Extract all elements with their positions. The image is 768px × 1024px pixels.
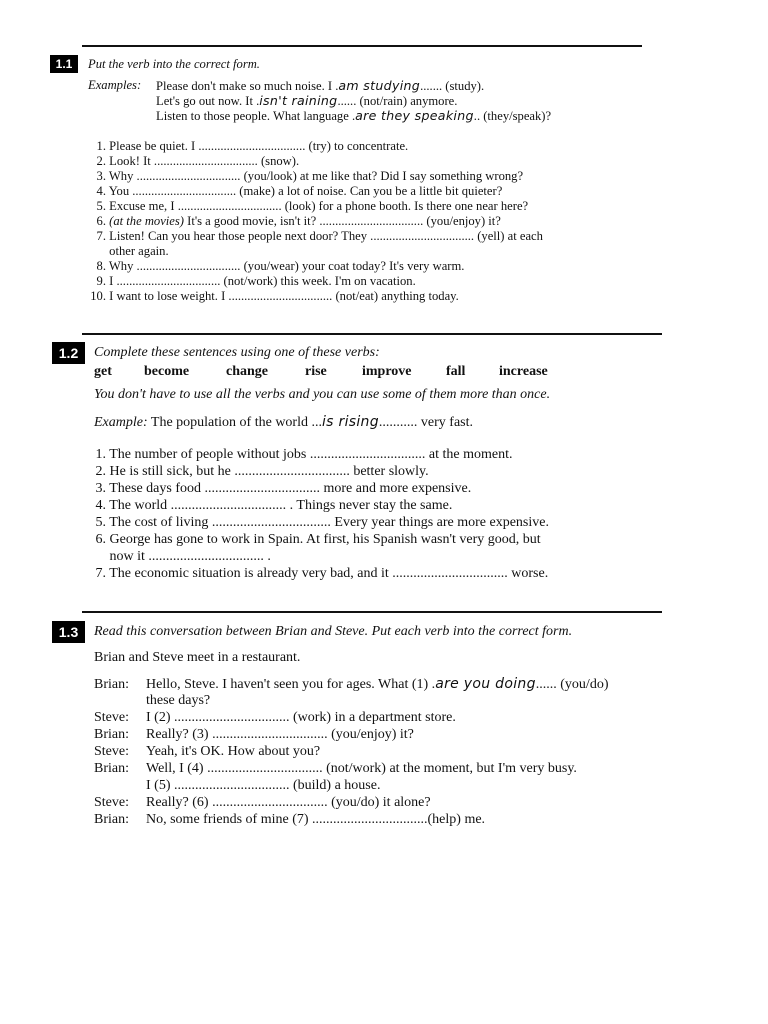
item-text: Please be quiet. I .................................. (try) to concentrate.	[109, 139, 409, 153]
section-divider	[82, 611, 662, 613]
exercise-item	[88, 154, 299, 169]
verb-option: become	[144, 364, 190, 379]
example-text: Please don't make so much noise. I .	[156, 79, 339, 93]
example-line	[94, 414, 473, 431]
item-text: Look! It ................................. (snow).	[109, 154, 300, 168]
item-number: 3.	[96, 169, 106, 183]
item-text: The number of people without jobs ................................. at the moment.	[109, 447, 513, 462]
item-text: now it ................................. .	[109, 549, 271, 564]
example-answer: is rising	[321, 414, 379, 430]
section-number-badge: 1.2	[52, 342, 85, 364]
example-text: Listen to those people. What language .	[156, 109, 356, 123]
section-number-badge: 1.3	[52, 621, 85, 643]
verb-option: increase	[499, 364, 548, 379]
dialogue-text: No, some friends of mine (7) .................................(help) me.	[146, 812, 486, 827]
exercise-item	[88, 259, 464, 274]
dialogue-text: I (5) ................................. (build) a house.	[146, 778, 381, 793]
dialogue-answer: are you doing	[435, 676, 536, 692]
verb-option: change	[226, 364, 268, 379]
example-text: Let's go out now. It .	[156, 94, 260, 108]
verb-option: get	[94, 364, 112, 379]
item-text: He is still sick, but he ................................. better slowly.	[109, 464, 429, 479]
verb-list	[94, 364, 548, 380]
item-number: 1.	[96, 139, 106, 153]
dialogue-line	[94, 761, 577, 777]
item-text: The world ................................. . Things never stay the same.	[109, 498, 453, 513]
exercise-item	[94, 515, 549, 531]
item-number: 7.	[96, 229, 106, 243]
speaker-name: Brian:	[94, 812, 129, 827]
example-text: ....... (study).	[420, 79, 485, 93]
dialogue-line	[94, 727, 414, 743]
item-text: I ................................. (not/work) this week. I'm on vacation.	[109, 274, 416, 288]
dialogue-line	[94, 693, 210, 709]
verb-option: fall	[446, 364, 466, 379]
item-number: 2.	[95, 464, 106, 479]
dialogue-line	[94, 812, 485, 828]
dialogue-line	[94, 676, 608, 693]
exercise-item	[88, 184, 502, 199]
section-instruction: Put the verb into the correct form.	[88, 57, 260, 71]
speaker-name: Brian:	[94, 761, 129, 776]
item-text: George has gone to work in Spain. At first, his Spanish wasn't very good, but	[109, 532, 541, 547]
dialogue-text: Really? (6) ................................. (you/do) it alone?	[146, 795, 431, 810]
dialogue-text: I (2) ................................. (work) in a department store.	[146, 710, 456, 725]
item-number: 1.	[95, 447, 106, 462]
examples-label: Examples:	[88, 78, 142, 92]
verb-option: improve	[362, 364, 412, 379]
item-text: Listen! Can you hear those people next door? They ................................. (yell) at each	[109, 229, 543, 243]
section-number-badge: 1.1	[50, 55, 78, 73]
exercise-item	[88, 229, 543, 244]
section-instruction: Read this conversation between Brian and Steve. Put each verb into the correct form.	[94, 624, 573, 639]
item-text: You ................................. (make) a lot of noise. Can you be a little bit quieter?	[108, 184, 503, 198]
item-text: Excuse me, I ................................. (look) for a phone booth. Is there one near here?	[109, 199, 529, 213]
example-text: .. (they/speak)?	[473, 109, 552, 123]
verb-option: rise	[305, 364, 327, 379]
item-context: (at the movies)	[109, 214, 184, 228]
exercise-item	[94, 549, 271, 565]
item-number: 5.	[95, 515, 106, 530]
example-answer: isn't raining	[259, 93, 338, 108]
item-text: I want to lose weight. I ................................. (not/eat) anything today.	[109, 289, 459, 303]
exercise-item	[88, 199, 528, 214]
item-number: 8.	[96, 259, 106, 273]
item-text: It's a good movie, isn't it? ................................. (you/enjoy) it?	[184, 214, 501, 228]
dialogue-text: ...... (you/do)	[535, 677, 609, 692]
exercise-item	[88, 169, 523, 184]
speaker-name: Steve:	[94, 795, 129, 810]
item-number: 10.	[90, 289, 106, 303]
dialogue-line	[94, 710, 456, 726]
item-number: 2.	[96, 154, 106, 168]
item-text: other again.	[109, 244, 169, 258]
item-number: 7.	[95, 566, 106, 581]
instruction-note: You don't have to use all the verbs and you can use some of them more than once.	[94, 387, 551, 402]
exercise-item	[94, 481, 471, 497]
section-divider	[82, 45, 642, 47]
exercise-item	[88, 214, 501, 229]
item-text: Why ................................. (you/wear) your coat today? It's very warm.	[108, 259, 465, 273]
item-number: 4.	[95, 498, 106, 513]
dialogue-line	[94, 795, 431, 811]
dialogue-text: Hello, Steve. I haven't seen you for ages. What (1) .	[146, 677, 436, 692]
item-text: These days food ................................. more and more expensive.	[109, 481, 472, 496]
dialogue-intro: Brian and Steve meet in a restaurant.	[94, 650, 301, 665]
example-text: The population of the world ...	[150, 415, 322, 430]
exercise-item	[94, 464, 429, 480]
example-text: ...... (not/rain) anymore.	[337, 94, 458, 108]
speaker-name: Brian:	[94, 677, 129, 692]
item-number: 4.	[96, 184, 106, 198]
example-text: ........... very fast.	[378, 415, 474, 430]
exercise-item	[88, 274, 416, 289]
exercise-item	[88, 244, 169, 259]
item-number: 5.	[96, 199, 106, 213]
exercise-item	[94, 498, 452, 514]
item-text: The economic situation is already very bad, and it ................................. worse.	[109, 566, 549, 581]
example-line	[156, 78, 484, 94]
dialogue-line	[94, 744, 320, 760]
exercise-item	[94, 447, 512, 463]
example-line	[156, 108, 551, 124]
item-number: 9.	[96, 274, 106, 288]
example-answer: are they speaking	[355, 108, 474, 123]
example-line	[156, 93, 457, 109]
item-number: 6.	[96, 214, 106, 228]
exercise-item	[88, 139, 408, 154]
example-label: Example:	[94, 415, 148, 430]
dialogue-text: these days?	[146, 693, 211, 708]
example-answer: am studying	[338, 78, 421, 93]
exercise-item	[94, 566, 548, 582]
item-number: 3.	[95, 481, 106, 496]
section-instruction: Complete these sentences using one of these verbs:	[94, 345, 380, 360]
speaker-name: Steve:	[94, 710, 129, 725]
exercise-item	[94, 532, 541, 548]
item-number: 6.	[95, 532, 106, 547]
dialogue-text: Yeah, it's OK. How about you?	[146, 744, 321, 759]
dialogue-line	[94, 778, 380, 794]
dialogue-text: Really? (3) ................................. (you/enjoy) it?	[146, 727, 414, 742]
speaker-name: Steve:	[94, 744, 129, 759]
exercise-item	[88, 289, 459, 304]
item-text: Why ................................. (you/look) at me like that? Did I say something wrong?	[108, 169, 524, 183]
item-text: The cost of living .................................. Every year things are more expensive.	[109, 515, 549, 530]
dialogue-text: Well, I (4) ................................. (not/work) at the moment, but I'm very busy.	[146, 761, 577, 776]
speaker-name: Brian:	[94, 727, 129, 742]
section-divider	[82, 333, 662, 335]
